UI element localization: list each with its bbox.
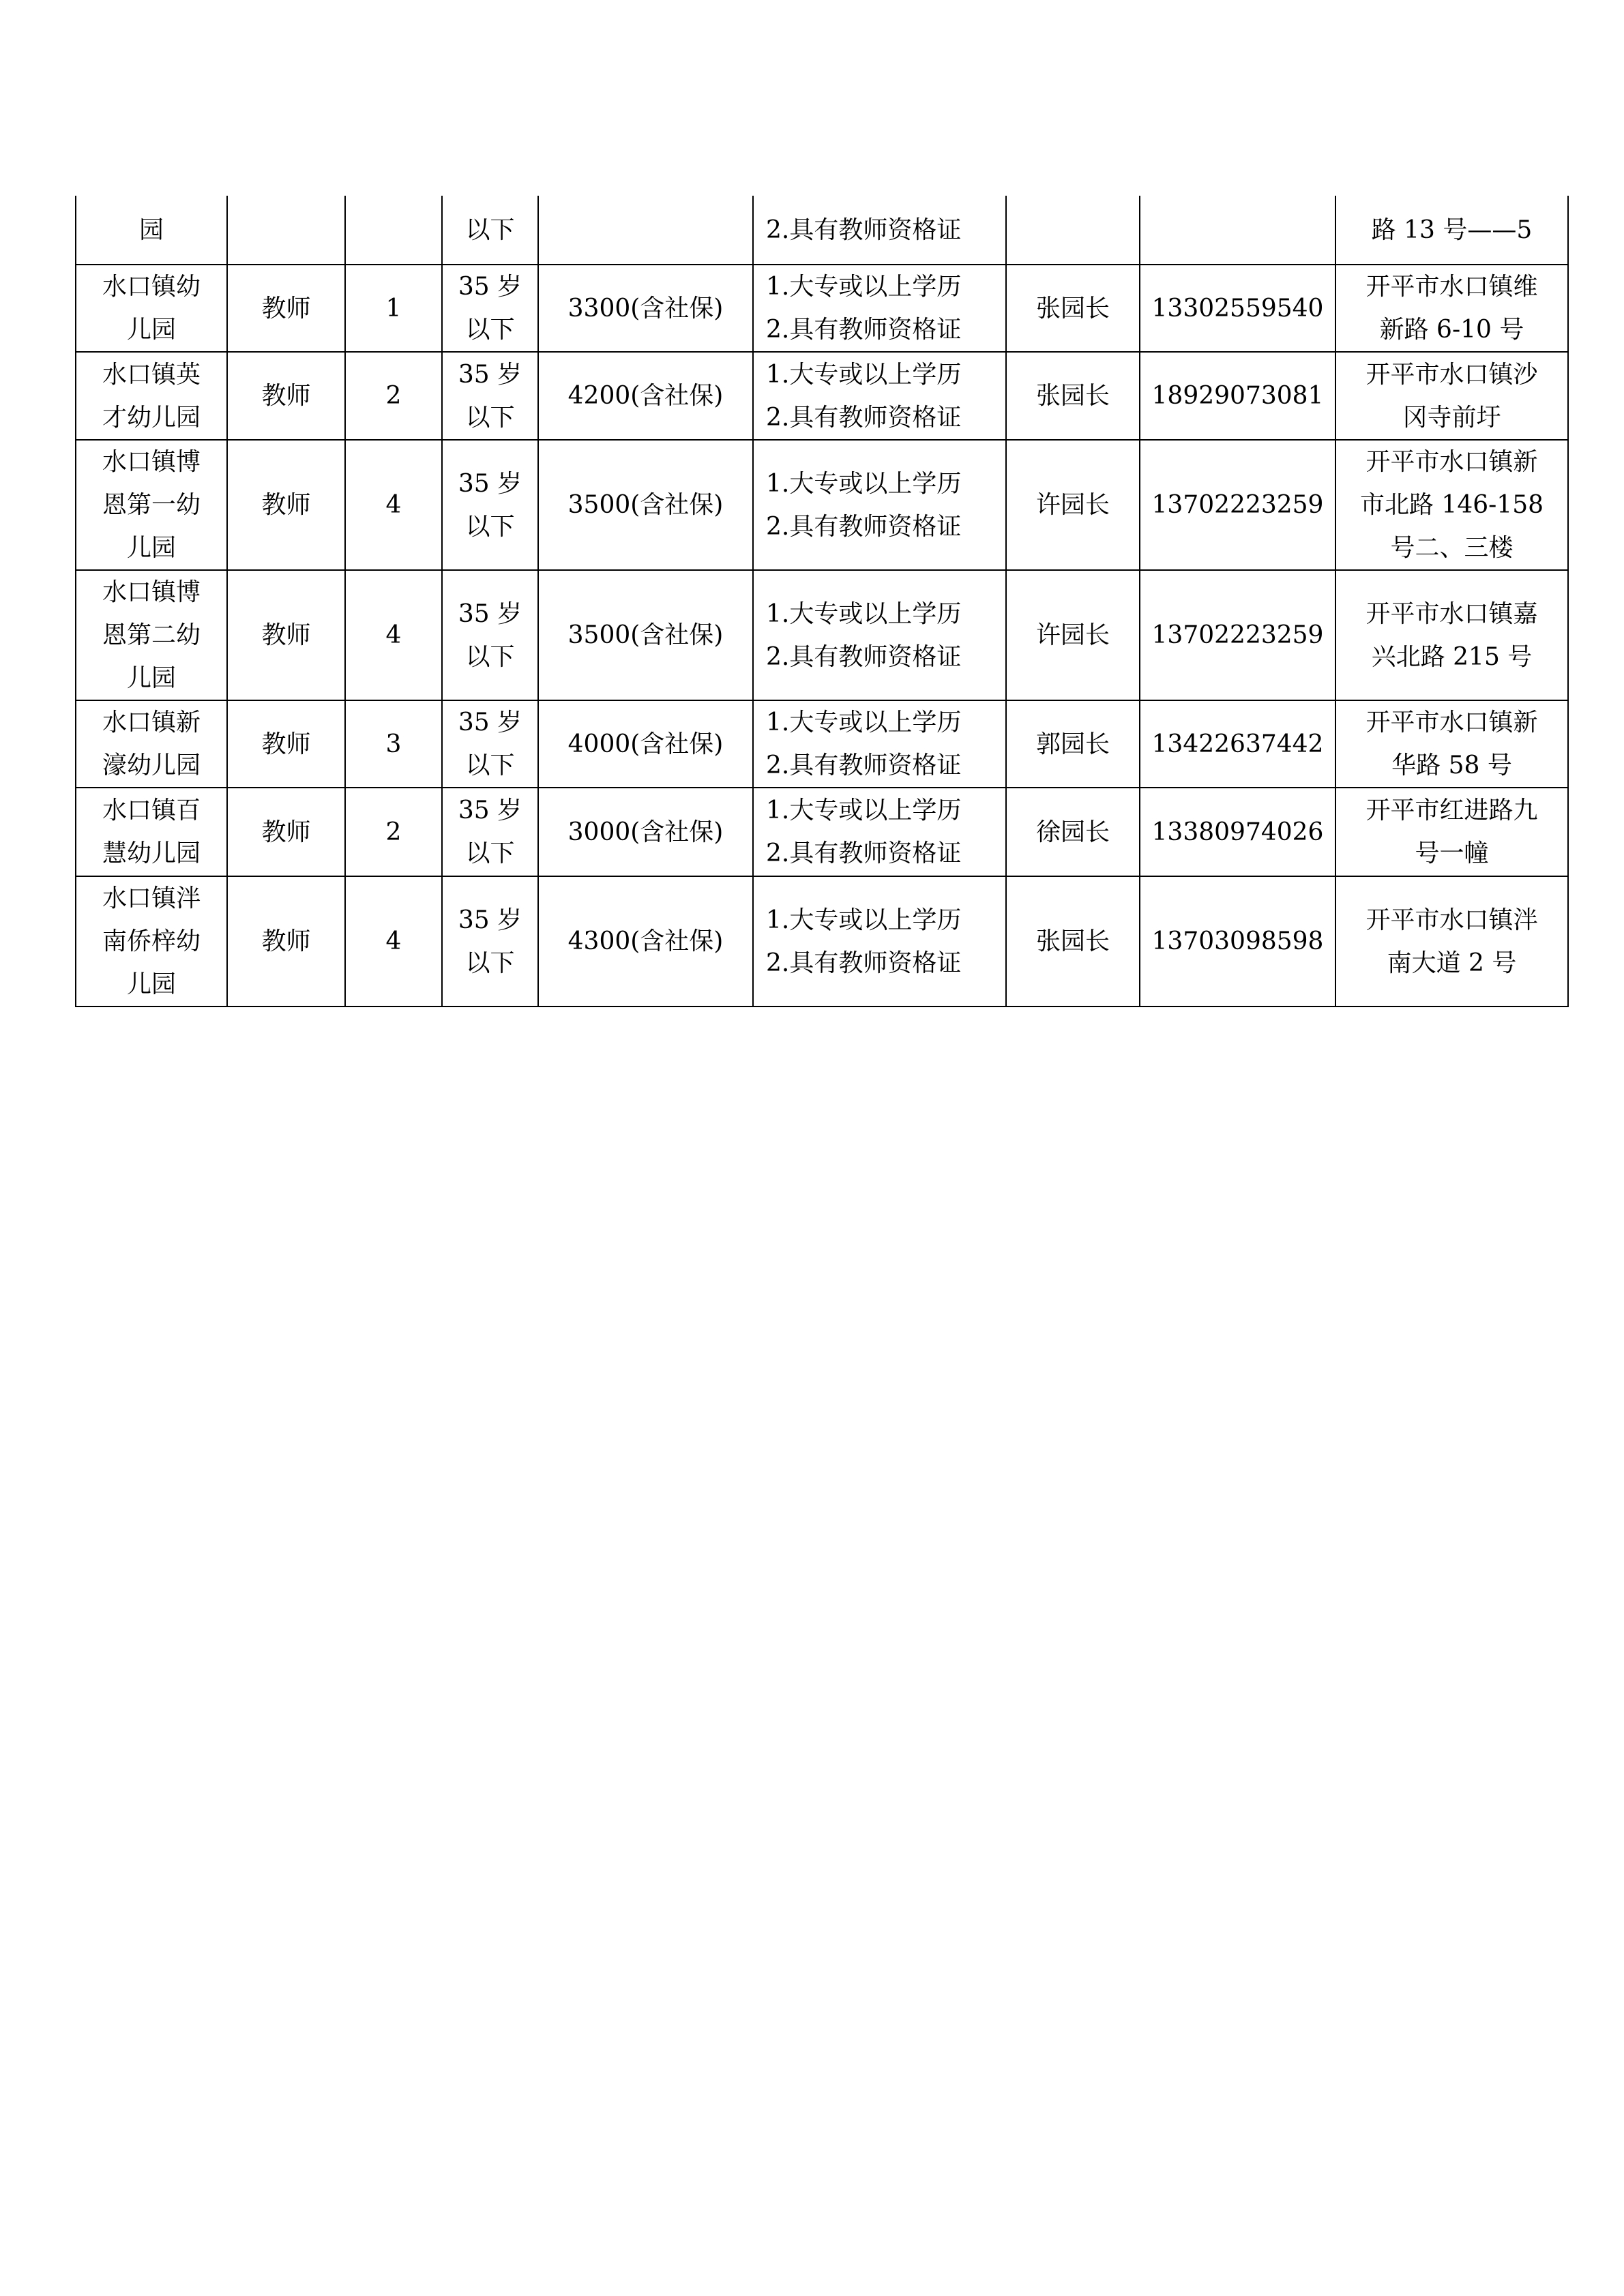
cell-line: 2.具有教师资格证 bbox=[766, 751, 962, 779]
qualification-cell bbox=[753, 700, 1006, 788]
cell-line: 1.大专或以上学历 bbox=[766, 906, 962, 934]
cell-line: 1.大专或以上学历 bbox=[766, 273, 962, 301]
cell-line: 1.大专或以上学历 bbox=[766, 599, 962, 628]
cell-line: 慧幼儿园 bbox=[102, 839, 201, 867]
position-cell: 教师 bbox=[227, 352, 345, 440]
cell-line: 2.具有教师资格证 bbox=[766, 403, 962, 432]
cell-line: 1.大专或以上学历 bbox=[766, 796, 962, 824]
contact-person-cell: 郭园长 bbox=[1006, 700, 1140, 788]
address-cell bbox=[1335, 352, 1568, 440]
headcount-cell: 4 bbox=[345, 876, 442, 1007]
cell-line: 园 bbox=[138, 215, 164, 244]
contact-person-cell: 许园长 bbox=[1006, 570, 1140, 700]
salary-cell: 3000(含社保) bbox=[538, 788, 753, 876]
cell-line: 35 岁 bbox=[458, 906, 522, 934]
cell-line: 儿园 bbox=[126, 664, 176, 692]
cell-line: 冈寺前圩 bbox=[1402, 403, 1501, 432]
cell-line: 35 岁 bbox=[458, 273, 522, 301]
cell-line: 开平市水口镇嘉 bbox=[1365, 599, 1538, 628]
contact-person-cell: 徐园长 bbox=[1006, 788, 1140, 876]
contact-person-cell: 张园长 bbox=[1006, 265, 1140, 352]
cell-line: 以下 bbox=[465, 512, 515, 541]
salary-cell: 4300(含社保) bbox=[538, 876, 753, 1007]
contact-person-cell: 张园长 bbox=[1006, 876, 1140, 1007]
qualification-cell bbox=[753, 440, 1006, 570]
cell-line: 以下 bbox=[465, 215, 515, 244]
cell-line: 恩第一幼 bbox=[102, 491, 201, 519]
address-cell bbox=[1335, 700, 1568, 788]
cell-line: 开平市水口镇新 bbox=[1365, 709, 1538, 736]
cell-line: 才幼儿园 bbox=[102, 403, 201, 432]
cell-line: 水口镇英 bbox=[102, 360, 201, 389]
table-row bbox=[76, 352, 1568, 440]
table-row bbox=[76, 570, 1568, 700]
cell-line: 路 13 号——5 bbox=[1371, 215, 1533, 244]
table-row bbox=[76, 196, 1568, 265]
position-cell: 教师 bbox=[227, 700, 345, 788]
age-requirement-cell bbox=[442, 440, 538, 570]
cell-line: 1.大专或以上学历 bbox=[766, 469, 962, 498]
age-requirement-cell bbox=[442, 265, 538, 352]
phone-cell bbox=[1140, 196, 1335, 265]
kindergarten-name-cell bbox=[76, 196, 227, 265]
kindergarten-name-cell bbox=[76, 876, 227, 1007]
age-requirement-cell bbox=[442, 570, 538, 700]
phone-cell: 13702223259 bbox=[1140, 440, 1335, 570]
table-row bbox=[76, 700, 1568, 788]
address-cell bbox=[1335, 788, 1568, 876]
cell-line: 水口镇博 bbox=[102, 578, 201, 606]
cell-line: 2.具有教师资格证 bbox=[766, 215, 962, 244]
address-cell bbox=[1335, 440, 1568, 570]
cell-line: 新路 6-10 号 bbox=[1379, 316, 1524, 344]
qualification-cell bbox=[753, 352, 1006, 440]
cell-line: 1.大专或以上学历 bbox=[766, 360, 962, 389]
contact-person-cell: 许园长 bbox=[1006, 440, 1140, 570]
cell-line: 恩第二幼 bbox=[102, 621, 201, 649]
cell-line: 以下 bbox=[465, 642, 515, 671]
contact-person-cell bbox=[1006, 196, 1140, 265]
cell-line: 开平市水口镇维 bbox=[1365, 273, 1538, 301]
qualification-cell bbox=[753, 570, 1006, 700]
headcount-cell: 3 bbox=[345, 700, 442, 788]
kindergarten-name-cell bbox=[76, 788, 227, 876]
headcount-cell bbox=[345, 196, 442, 265]
cell-line: 2.具有教师资格证 bbox=[766, 949, 962, 977]
table-row bbox=[76, 876, 1568, 1007]
salary-cell: 3500(含社保) bbox=[538, 440, 753, 570]
headcount-cell: 2 bbox=[345, 788, 442, 876]
address-cell bbox=[1335, 570, 1568, 700]
headcount-cell: 4 bbox=[345, 570, 442, 700]
cell-line: 2.具有教师资格证 bbox=[766, 839, 962, 867]
headcount-cell: 1 bbox=[345, 265, 442, 352]
address-cell bbox=[1335, 876, 1568, 1007]
cell-line: 35 岁 bbox=[458, 469, 522, 498]
salary-cell bbox=[538, 196, 753, 265]
cell-line: 35 岁 bbox=[458, 599, 522, 628]
position-cell bbox=[227, 196, 345, 265]
cell-line: 儿园 bbox=[126, 970, 176, 998]
table-row bbox=[76, 265, 1568, 352]
cell-line: 南大道 2 号 bbox=[1387, 949, 1517, 977]
phone-cell: 13380974026 bbox=[1140, 788, 1335, 876]
cell-line: 儿园 bbox=[126, 316, 176, 344]
cell-line: 儿园 bbox=[126, 534, 176, 562]
position-cell: 教师 bbox=[227, 440, 345, 570]
age-requirement-cell bbox=[442, 352, 538, 440]
phone-cell: 13702223259 bbox=[1140, 570, 1335, 700]
qualification-cell bbox=[753, 788, 1006, 876]
cell-line: 水口镇新 bbox=[102, 709, 201, 736]
cell-line: 开平市水口镇泮 bbox=[1365, 906, 1538, 934]
cell-line: 以下 bbox=[465, 403, 515, 432]
cell-line: 兴北路 215 号 bbox=[1371, 642, 1533, 671]
position-cell: 教师 bbox=[227, 265, 345, 352]
salary-cell: 3500(含社保) bbox=[538, 570, 753, 700]
cell-line: 水口镇博 bbox=[102, 448, 201, 476]
cell-line: 开平市水口镇沙 bbox=[1365, 360, 1538, 389]
headcount-cell: 2 bbox=[345, 352, 442, 440]
kindergarten-name-cell bbox=[76, 700, 227, 788]
cell-line: 35 岁 bbox=[458, 796, 522, 824]
cell-line: 水口镇泮 bbox=[102, 884, 201, 912]
table-row bbox=[76, 440, 1568, 570]
cell-line: 濠幼儿园 bbox=[102, 751, 201, 779]
cell-line: 2.具有教师资格证 bbox=[766, 316, 962, 344]
cell-line: 以下 bbox=[465, 949, 515, 977]
age-requirement-cell bbox=[442, 876, 538, 1007]
position-cell: 教师 bbox=[227, 788, 345, 876]
cell-line: 以下 bbox=[465, 316, 515, 344]
cell-line: 35 岁 bbox=[458, 709, 522, 736]
position-cell: 教师 bbox=[227, 570, 345, 700]
cell-line: 开平市水口镇新 bbox=[1365, 448, 1538, 476]
recruitment-table bbox=[75, 196, 1569, 1007]
kindergarten-name-cell bbox=[76, 440, 227, 570]
qualification-cell bbox=[753, 196, 1006, 265]
cell-line: 市北路 146-158 bbox=[1359, 491, 1544, 519]
qualification-cell bbox=[753, 265, 1006, 352]
age-requirement-cell bbox=[442, 788, 538, 876]
cell-line: 水口镇百 bbox=[102, 796, 201, 824]
phone-cell: 13703098598 bbox=[1140, 876, 1335, 1007]
cell-line: 开平市红进路九 bbox=[1365, 796, 1538, 824]
cell-line: 2.具有教师资格证 bbox=[766, 512, 962, 541]
cell-line: 以下 bbox=[465, 751, 515, 779]
kindergarten-name-cell bbox=[76, 570, 227, 700]
cell-line: 以下 bbox=[465, 839, 515, 867]
table-row bbox=[76, 788, 1568, 876]
address-cell bbox=[1335, 265, 1568, 352]
kindergarten-name-cell bbox=[76, 265, 227, 352]
address-cell bbox=[1335, 196, 1568, 265]
phone-cell: 18929073081 bbox=[1140, 352, 1335, 440]
cell-line: 号一幢 bbox=[1415, 839, 1489, 867]
qualification-cell bbox=[753, 876, 1006, 1007]
contact-person-cell: 张园长 bbox=[1006, 352, 1140, 440]
salary-cell: 3300(含社保) bbox=[538, 265, 753, 352]
cell-line: 号二、三楼 bbox=[1390, 534, 1514, 562]
age-requirement-cell bbox=[442, 196, 538, 265]
position-cell: 教师 bbox=[227, 876, 345, 1007]
kindergarten-name-cell bbox=[76, 352, 227, 440]
cell-line: 华路 58 号 bbox=[1391, 751, 1512, 779]
age-requirement-cell bbox=[442, 700, 538, 788]
cell-line: 2.具有教师资格证 bbox=[766, 642, 962, 671]
salary-cell: 4200(含社保) bbox=[538, 352, 753, 440]
phone-cell: 13302559540 bbox=[1140, 265, 1335, 352]
cell-line: 35 岁 bbox=[458, 360, 522, 389]
headcount-cell: 4 bbox=[345, 440, 442, 570]
cell-line: 水口镇幼 bbox=[102, 273, 201, 301]
cell-line: 南侨梓幼 bbox=[102, 927, 201, 955]
cell-line: 1.大专或以上学历 bbox=[766, 709, 962, 736]
salary-cell: 4000(含社保) bbox=[538, 700, 753, 788]
phone-cell: 13422637442 bbox=[1140, 700, 1335, 788]
